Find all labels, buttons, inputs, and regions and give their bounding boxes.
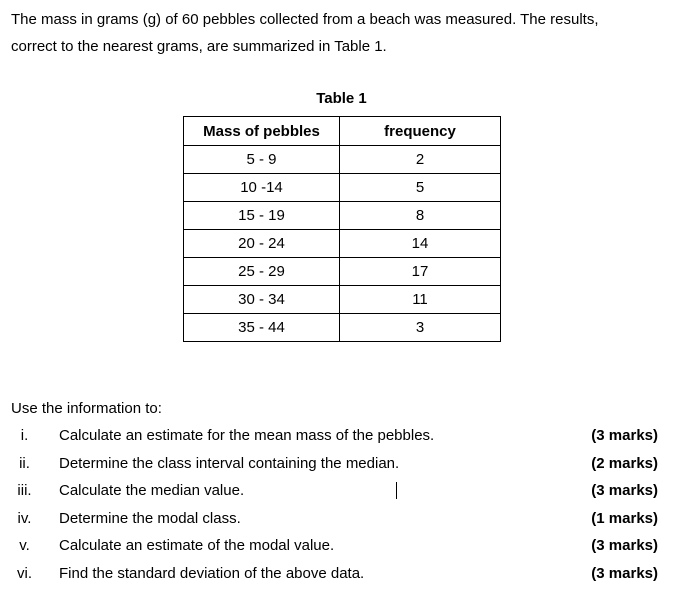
- table-row: [184, 314, 501, 342]
- table-row: [184, 174, 501, 202]
- table-row: [184, 230, 501, 258]
- intro-line-2: correct to the nearest grams, are summarized in Table 1.: [11, 38, 387, 55]
- question-item: [0, 455, 673, 475]
- header-mass: Mass of pebbles: [184, 117, 340, 146]
- question-number: ii.: [19, 455, 30, 472]
- question-text: Calculate an estimate for the mean mass of the pebbles.: [59, 427, 435, 444]
- mass-cell: 5 - 9: [184, 146, 340, 174]
- question-marks: (3 marks): [591, 537, 658, 554]
- question-marks: (3 marks): [591, 565, 658, 582]
- question-text: Find the standard deviation of the above data.: [59, 565, 365, 582]
- question-item: [0, 565, 673, 585]
- question-number: iii.: [17, 482, 32, 499]
- frequency-cell: 2: [340, 146, 501, 174]
- pebble-mass-table: [183, 116, 501, 342]
- table-header-row: [184, 117, 501, 146]
- question-number: vi.: [17, 565, 32, 582]
- intro-paragraph: [11, 6, 661, 60]
- question-number: iv.: [17, 510, 32, 527]
- question-item: [0, 427, 673, 447]
- question-number: v.: [19, 537, 30, 554]
- mass-cell: 35 - 44: [184, 314, 340, 342]
- table-row: [184, 202, 501, 230]
- mass-cell: 10 -14: [184, 174, 340, 202]
- frequency-cell: 5: [340, 174, 501, 202]
- frequency-cell: 17: [340, 258, 501, 286]
- question-text: Calculate the median value.: [59, 482, 245, 499]
- header-frequency: frequency: [340, 117, 501, 146]
- mass-cell: 15 - 19: [184, 202, 340, 230]
- frequency-cell: 3: [340, 314, 501, 342]
- frequency-cell: 8: [340, 202, 501, 230]
- table-row: [184, 258, 501, 286]
- table-caption: Table 1: [316, 90, 367, 107]
- question-text: Calculate an estimate of the modal value.: [59, 537, 335, 554]
- mass-cell: 20 - 24: [184, 230, 340, 258]
- question-text: Determine the modal class.: [59, 510, 241, 527]
- question-marks: (3 marks): [591, 427, 658, 444]
- question-marks: (3 marks): [591, 482, 658, 499]
- table-row: [184, 146, 501, 174]
- intro-line-1: The mass in grams (g) of 60 pebbles collected from a beach was measured. The results,: [11, 11, 599, 28]
- text-cursor: [396, 482, 397, 499]
- mass-cell: 30 - 34: [184, 286, 340, 314]
- mass-cell: 25 - 29: [184, 258, 340, 286]
- instructions-lead: Use the information to:: [11, 400, 162, 417]
- question-marks: (2 marks): [591, 455, 658, 472]
- question-item: [0, 482, 673, 502]
- frequency-cell: 14: [340, 230, 501, 258]
- question-text: Determine the class interval containing the median.: [59, 455, 400, 472]
- question-number: i.: [20, 427, 29, 444]
- question-marks: (1 marks): [591, 510, 658, 527]
- question-item: [0, 537, 673, 557]
- table-row: [184, 286, 501, 314]
- question-item: [0, 510, 673, 530]
- frequency-cell: 11: [340, 286, 501, 314]
